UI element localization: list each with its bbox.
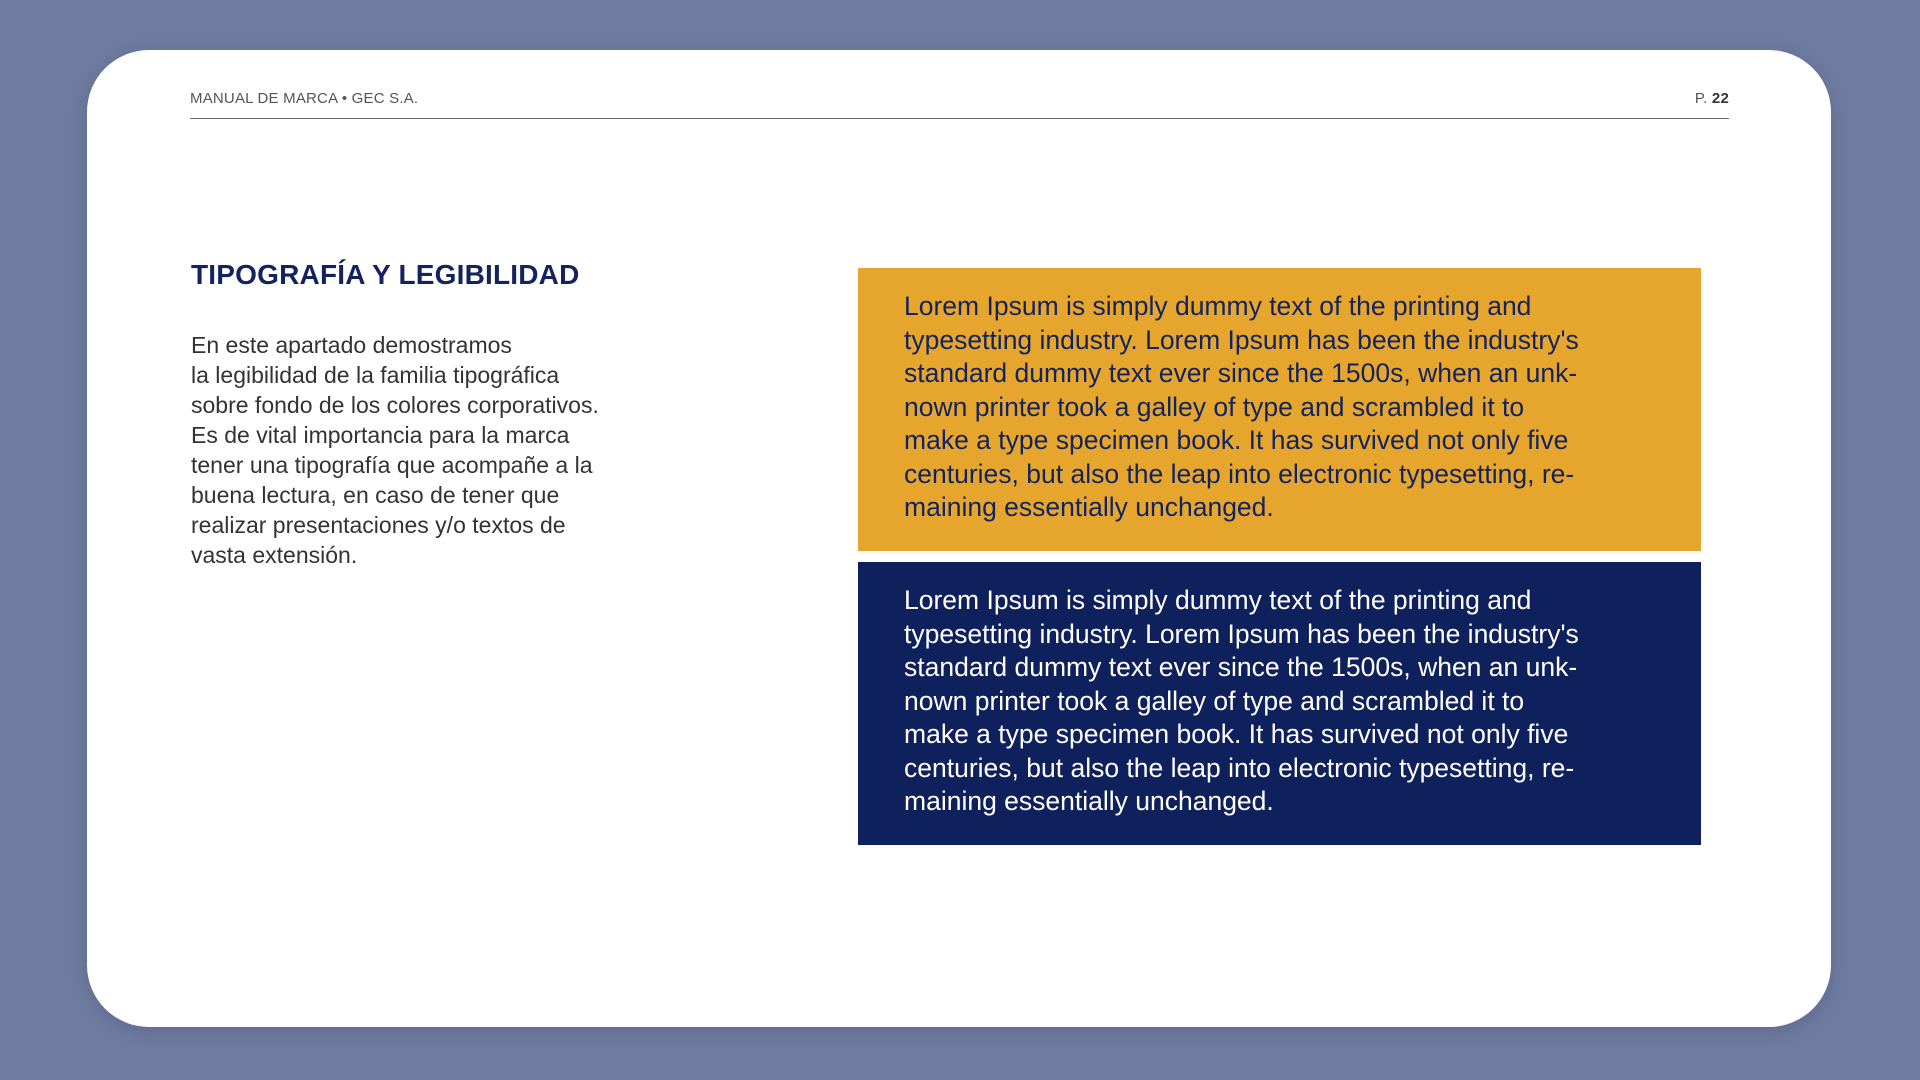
document-title: MANUAL DE MARCA • GEC S.A. <box>190 90 419 107</box>
page-header <box>190 88 1729 119</box>
page-indicator <box>1695 90 1729 107</box>
section-body: En este apartado demostramos la legibilidad de la familia tipográfica sobre fondo de los colores corporativos. Es de vital importancia para la marca tener una tipografía que acompañe a la buena lectura, en caso de tener que realizar presentaciones y/o textos de vasta extensión. <box>191 332 599 568</box>
orange-sample-text: Lorem Ipsum is simply dummy text of the printing and typesetting industry. Lorem Ipsum has been the industry's standard dummy text ever since the 1500s, when an unk- nown printer took a galley of type and scrambled it to make a type specimen book. It has survived not only five centuries, but also the leap into electronic typesetting, re- maining essentially unchanged. <box>904 291 1579 522</box>
navy-sample-text: Lorem Ipsum is simply dummy text of the printing and typesetting industry. Lorem Ipsum has been the industry's standard dummy text ever since the 1500s, when an unk- nown printer took a galley of type and scrambled it to make a type specimen book. It has survived not only five centuries, but also the leap into electronic typesetting, re- maining essentially unchanged. <box>904 585 1579 816</box>
page-prefix: P. <box>1694 90 1708 107</box>
page-number: 22 <box>1711 90 1729 107</box>
section-title: TIPOGRAFÍA Y LEGIBILIDAD <box>191 259 580 290</box>
navy-sample-box <box>858 562 1701 845</box>
orange-sample-box <box>858 268 1701 551</box>
